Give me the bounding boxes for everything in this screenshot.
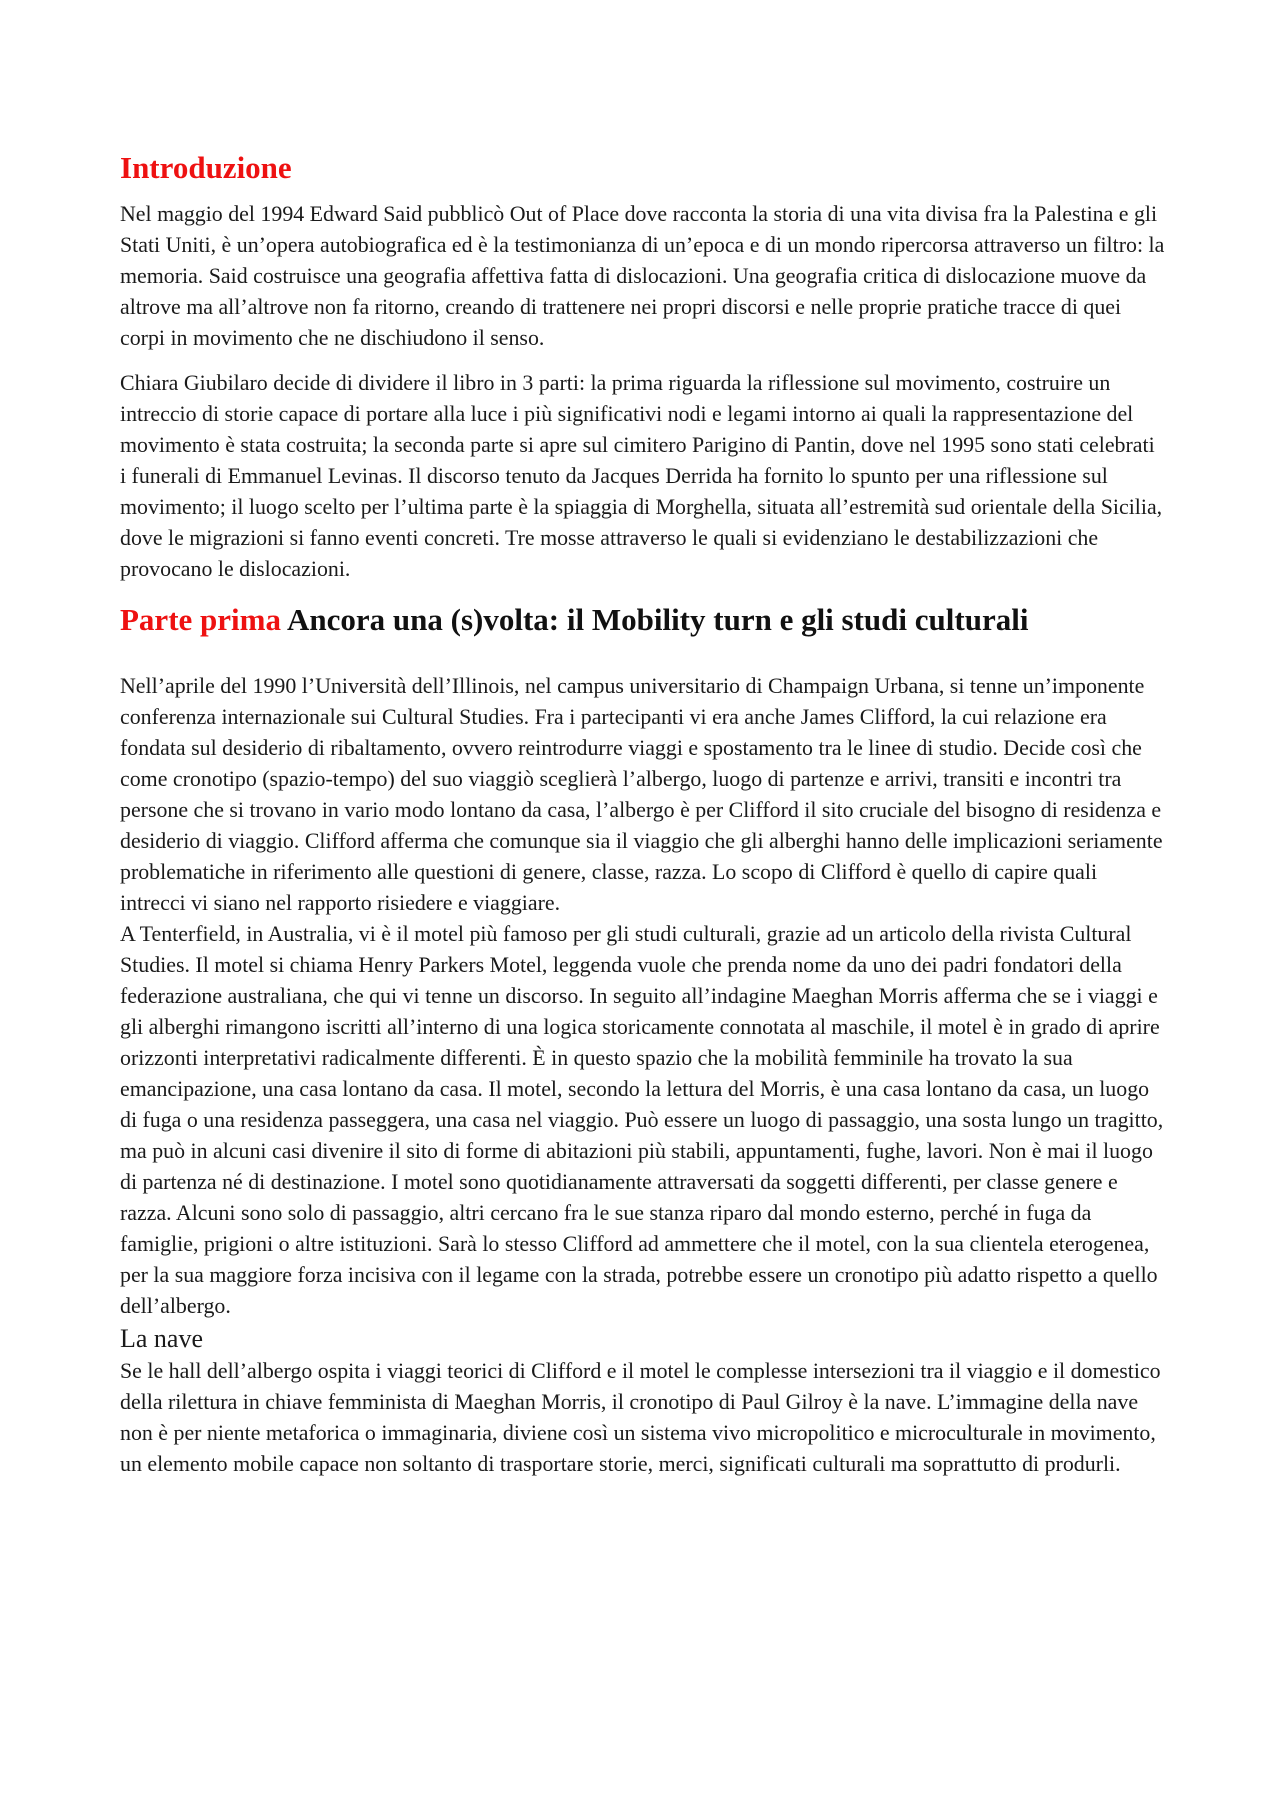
la-nave-paragraph: Se le hall dell’albergo ospita i viaggi teorici di Clifford e il motel le complesse intersezioni tra il viaggio e il domestico della rilettura in chiave femminista di Maeghan Morris, il cronotipo di Paul Gilroy è la nave. L’immagine della nave non è per niente metaforica o immaginaria, diviene così un sistema vivo micropolitico e microculturale in movimento, un elemento mobile capace non soltanto di trasportare storie, merci, significati culturali ma soprattutto di produrli. xyxy=(120,1358,1161,1476)
part-one-heading xyxy=(120,600,1165,640)
introduction-paragraph: Chiara Giubilaro decide di dividere il libro in 3 parti: la prima riguarda la riflessione sul movimento, costruire un intreccio di storie capace di portare alla luce i più significativi nodi e legami intorno ai quali la rappresentazione del movimento è stata costruita; la seconda parte si apre sul cimitero Parigino di Pantin, dove nel 1995 sono stati celebrati i funerali di Emmanuel Levinas. Il discorso tenuto da Jacques Derrida ha fornito lo spunto per una riflessione sul movimento; il luogo scelto per l’ultima parte è la spiaggia di Morghella, situata all’estremità sud orientale della Sicilia, dove le migrazioni si fanno eventi concreti. Tre mosse attraverso le quali si evidenziano le destabilizzazioni che provocano le dislocazioni. xyxy=(120,370,1163,581)
part-one-paragraph: A Tenterfield, in Australia, vi è il motel più famoso per gli studi culturali, grazie ad un articolo della rivista Cultural Studies. Il motel si chiama Henry Parkers Motel, leggenda vuole che prenda nome da uno dei padri fondatori della federazione australiana, che qui vi tenne un discorso. In seguito all’indagine Maeghan Morris afferma che se i viaggi e gli alberghi rimangono iscritti all’interno di una logica storicamente connotata al maschile, il motel è in grado di aprire orizzonti interpretativi radicalmente differenti. È in questo spazio che la mobilità femminile ha trovato la sua emancipazione, una casa lontano da casa. Il motel, secondo la lettura del Morris, è una casa lontano da casa, un luogo di fuga o una residenza passeggera, una casa nel viaggio. Può essere un luogo di passaggio, una sosta lungo un tragitto, ma può in alcuni casi divenire il sito di forme di abitazioni più stabili, appuntamenti, fughe, lavori. Non è mai il luogo di partenza né di destinazione. I motel sono quotidianamente attraversati da soggetti differenti, per classe genere e razza. Alcuni sono solo di passaggio, altri cercano fra le sue stanza riparo dal mondo esterno, perché in fuga da famiglie, prigioni o altre istituzioni. Sarà lo stesso Clifford ad ammettere che il motel, con la sua clientela eterogenea, per la sua maggiore forza incisiva con il legame con la strada, potrebbe essere un cronotipo più adatto rispetto a quello dell’albergo. xyxy=(120,921,1164,1318)
introduction-paragraph: Nel maggio del 1994 Edward Said pubblicò Out of Place dove racconta la storia di una vita divisa fra la Palestina e gli Stati Uniti, è un’opera autobiografica ed è la testimonianza di un’epoca e di un mondo ripercorsa attraverso un filtro: la memoria. Said costruisce una geografia affettiva fatta di dislocazioni. Una geografia critica di dislocazione muove da altrove ma all’altrove non fa ritorno, creando di trattenere nei propri discorsi e nelle proprie pratiche tracce di quei corpi in movimento che ne dischiudono il senso. xyxy=(120,201,1165,350)
introduction-heading: Introduzione xyxy=(120,150,292,185)
document-page xyxy=(120,148,1165,1479)
part-one-paragraph: Nell’aprile del 1990 l’Università dell’Illinois, nel campus universitario di Champaign Urbana, si tenne un’imponente conferenza internazionale sui Cultural Studies. Fra i partecipanti vi era anche James Clifford, la cui relazione era fondata sul desiderio di ribaltamento, ovvero reintrodurre viaggi e spostamento tra le linee di studio. Decide così che come cronotipo (spazio-tempo) del suo viaggiò sceglierà l’albergo, luogo di partenze e arrivi, transiti e incontri tra persone che si trovano in vario modo lontano da casa, l’albergo è per Clifford il sito cruciale del bisogno di residenza e desiderio di viaggio. Clifford afferma che comunque sia il viaggio che gli alberghi hanno delle implicazioni seriamente problematiche in riferimento alle questioni di genere, classe, razza. Lo scopo di Clifford è quello di capire quali intrecci vi siano nel rapporto risiedere e viaggiare. xyxy=(120,673,1163,915)
part-one-label: Parte prima xyxy=(120,602,281,637)
part-one-title: Ancora una (s)volta: il Mobility turn e gli studi culturali xyxy=(287,602,1029,637)
la-nave-subheading: La nave xyxy=(120,1324,204,1353)
